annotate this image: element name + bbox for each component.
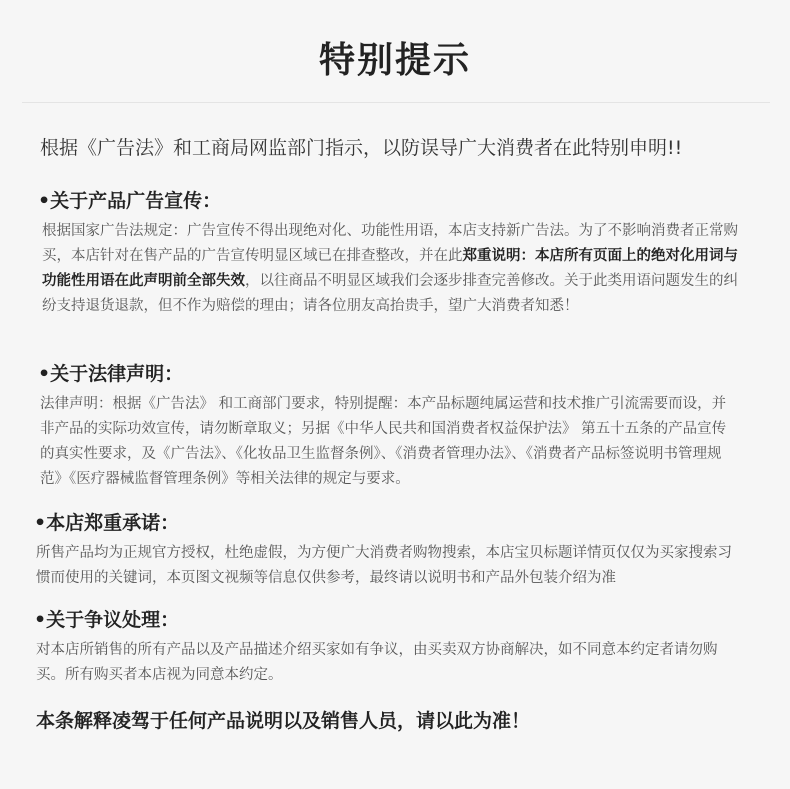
section-body-commitment: 所售产品均为正规官方授权，杜绝虚假，为方便广大消费者购物搜索，本店宝贝标题详情页仅仅为买家搜索习惯而使用的关键词，本页图文视频等信息仅供参考，最终请以说明书和产品外包装介绍为准 — [36, 545, 732, 586]
advertising-bold-statement: 郑重说明：本店所有页面上的绝对化用词与功能性用语在此声明前全部失效 — [42, 248, 738, 289]
page-title: 特别提示 — [318, 40, 471, 81]
advertising-text-before: 根据国家广告法规定：广告宣传不得出现绝对化、功能性用语，本店支持新广告法。为了不影响消费者正常购买，本店针对在售产品的广告宣传明显区域已在排查整改，并在此 — [42, 223, 738, 264]
section-heading-advertising: •关于产品广告宣传： — [38, 190, 222, 212]
section-dispute — [0, 605, 790, 688]
section-body-advertising — [42, 219, 750, 319]
closing-statement: 本条解释凌驾于任何产品说明以及销售人员，请以此为准！ — [36, 710, 531, 732]
section-heading-dispute: •关于争议处理： — [34, 609, 180, 631]
section-commitment — [0, 508, 790, 591]
advertising-text-after: ，以往商品不明显区域我们会逐步排查完善修改。关于此类用语问题发生的纠纷支持退货退款，但不作为赔偿的理由；请各位朋友高抬贵手，望广大消费者知悉！ — [42, 273, 738, 314]
section-heading-legal: •关于法律声明： — [38, 363, 184, 385]
intro-statement: 根据《广告法》和工商局网监部门指示，以防误导广大消费者在此特别申明!! — [40, 137, 683, 159]
section-advertising — [0, 186, 790, 319]
section-body-dispute: 对本店所销售的所有产品以及产品描述介绍买家如有争议，由买卖双方协商解决，如不同意本约定者请勿购买。所有购买者本店视为同意本约定。 — [36, 642, 718, 683]
title-divider — [22, 102, 770, 103]
section-body-legal: 法律声明：根据《广告法》 和工商部门要求，特别提醒：本产品标题纯属运营和技术推广引流需要而设，并非产品的实际功效宣传，请勿断章取义；另据《中华人民共和国消费者权益保护法》 第五十五条的产品宣传的真实性要求，及《广告法》、《化妆品卫生监督条例》、《消费者管理办法》、《消费者产品标签说明书管理规范》《医疗器械监督管理条例》等相关法律的规定与要求。 — [40, 396, 727, 487]
section-legal — [0, 359, 790, 492]
section-heading-commitment: •本店郑重承诺： — [34, 512, 180, 534]
